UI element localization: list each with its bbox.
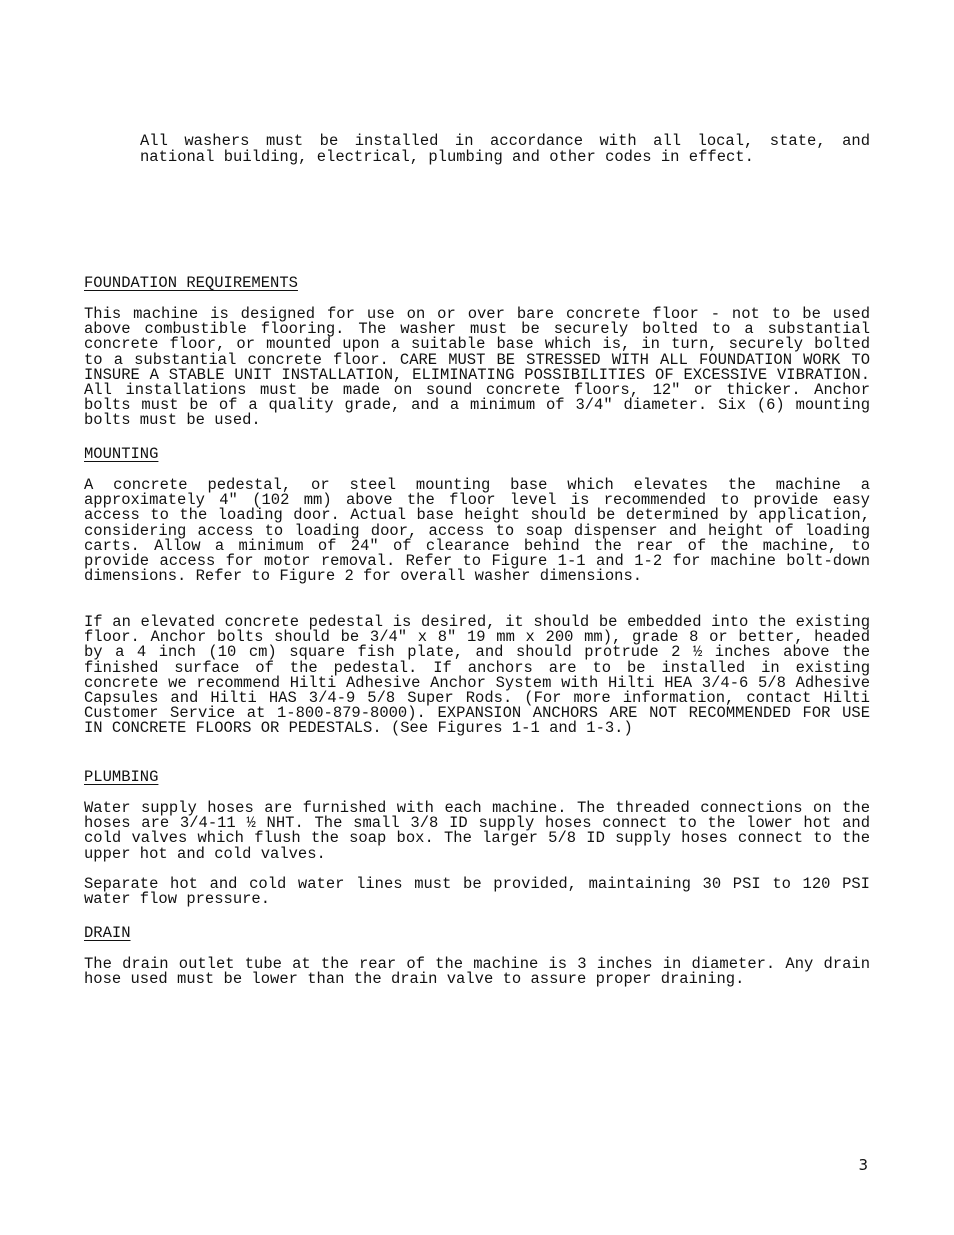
plumbing-paragraph-2: Separate hot and cold water lines must be provided, maintaining 30 PSI to 120 PSI water flow pressure.: [84, 875, 870, 909]
intro-paragraph: All washers must be installed in accordance with all local, state, and national building, electrical, plumbing and other codes in effect.: [140, 132, 870, 166]
plumbing-paragraph-1: Water supply hoses are furnished with each machine. The threaded connections on the hoses are 3/4-11 ½ NHT. The small 3/8 ID supply hoses connect to the lower hot and cold valves which flush the soap box. The larger 5/8 ID supply hoses connect to the upper hot and cold valves.: [84, 799, 870, 863]
mounting-paragraph-2: If an elevated concrete pedestal is desired, it should be embedded into the existing floor. Anchor bolts should be 3/4" x 8" 19 mm x 200 mm), grade 8 or better, headed by a 4 inch (10 cm) square fish plate, and should protrude 2 ½ inches above the finished surface of the pedestal. If anchors are to be installed in existing concrete we recommend Hilti Adhesive Anchor System with Hilti HEA 3/4-6 5/8 Adhesive Capsules and Hilti HAS 3/4-9 5/8 Super Rods. (For more information, contact Hilti Customer Service at 1-800-879-8000). EXPANSION ANCHORS ARE NOT RECOMMENDED FOR USE IN CONCRETE FLOORS OR PEDESTALS. (See Figures 1-1 and 1-3.): [84, 613, 870, 738]
page-number: 3: [858, 1156, 868, 1174]
drain-heading: DRAIN: [84, 924, 131, 942]
foundation-paragraph: This machine is designed for use on or over bare concrete floor - not to be used above combustible flooring. The washer must be securely bolted to a substantial concrete floor, or mounted upon a suitable base which is, in turn, securely bolted to a substantial concrete floor. CARE MUST BE STRESSED WITH ALL FOUNDATION WORK TO INSURE A STABLE UNIT INSTALLATION, ELIMINATING POSSIBILITIES OF EXCESSIVE VIBRATION. All installations must be made on sound concrete floors, 12" or thicker. Anchor bolts must be of a quality grade, and a minimum of 3/4" diameter. Six (6) mounting bolts must be used.: [84, 305, 870, 430]
foundation-heading: FOUNDATION REQUIREMENTS: [84, 274, 298, 292]
drain-paragraph: The drain outlet tube at the rear of the machine is 3 inches in diameter. Any drain hose used must be lower than the drain valve to assure proper draining.: [84, 955, 870, 989]
mounting-heading: MOUNTING: [84, 445, 159, 463]
mounting-paragraph-1: A concrete pedestal, or steel mounting base which elevates the machine a approximately 4" (102 mm) above the floor level is recommended to provide easy access to the loading door. Actual base height should be determined by application, considering access to loading door, access to soap dispenser and height of loading carts. Allow a minimum of 24" of clearance behind the rear of the machine, to provide access for motor removal. Refer to Figure 1-1 and 1-2 for machine bolt-down dimensions. Refer to Figure 2 for overall washer dimensions.: [84, 476, 870, 586]
plumbing-heading: PLUMBING: [84, 768, 159, 786]
